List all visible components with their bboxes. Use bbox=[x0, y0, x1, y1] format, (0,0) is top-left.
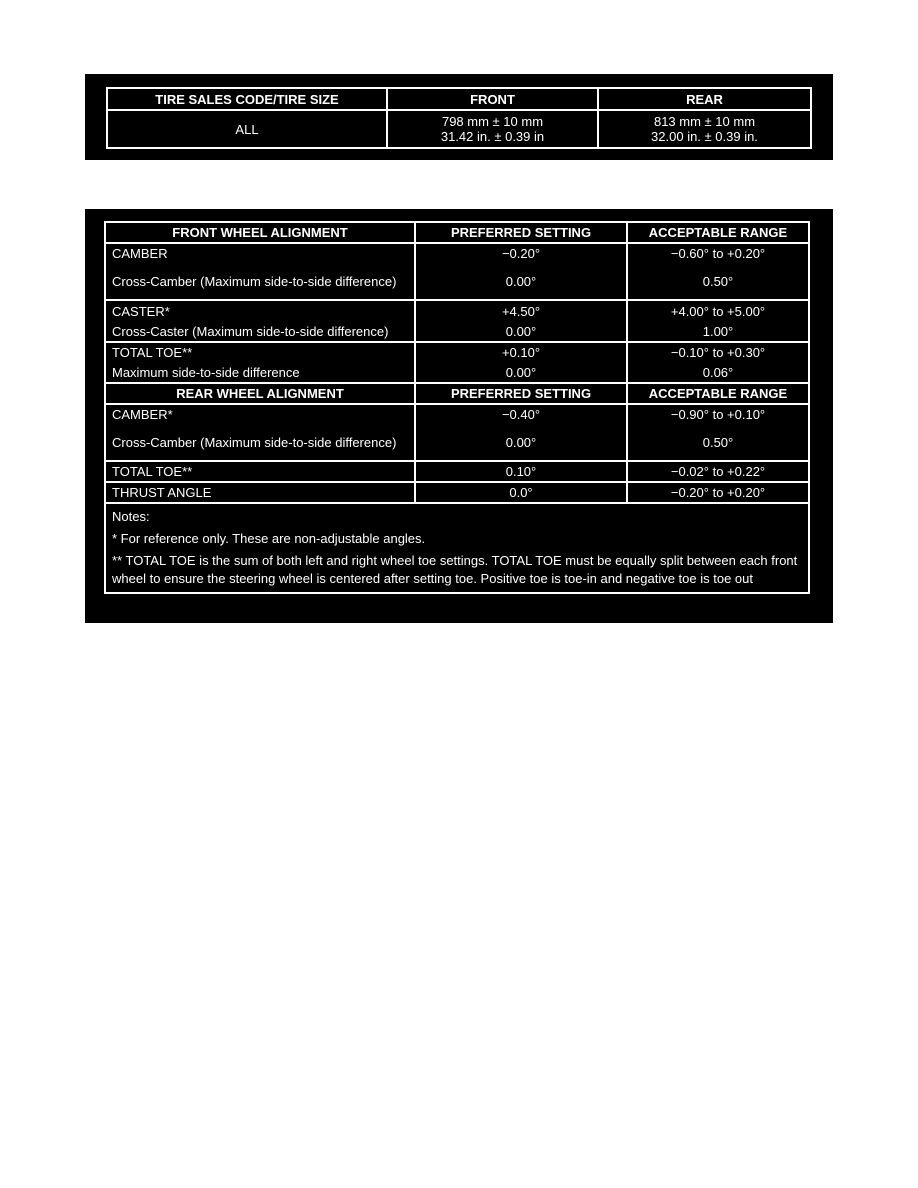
header-front-alignment: FRONT WHEEL ALIGNMENT bbox=[105, 222, 415, 243]
table-row bbox=[105, 482, 809, 503]
row-preferred: 0.00° bbox=[415, 321, 627, 342]
row-label: Cross-Camber (Maximum side-to-side difference) bbox=[105, 424, 415, 461]
row-range: 1.00° bbox=[627, 321, 809, 342]
row-range: 0.50° bbox=[627, 263, 809, 300]
row-range: −0.90° to +0.10° bbox=[627, 404, 809, 424]
row-label: Cross-Camber (Maximum side-to-side difference) bbox=[105, 263, 415, 300]
rear-header-row bbox=[105, 383, 809, 404]
notes-title: Notes: bbox=[112, 509, 150, 524]
table-row bbox=[105, 342, 809, 362]
alignment-table bbox=[104, 221, 810, 594]
row-label: TOTAL TOE** bbox=[105, 461, 415, 482]
row-range: −0.10° to +0.30° bbox=[627, 342, 809, 362]
front-size-in: 31.42 in. ± 0.39 in bbox=[440, 129, 545, 144]
rear-size-in: 32.00 in. ± 0.39 in. bbox=[651, 129, 758, 144]
table-row bbox=[105, 263, 809, 300]
header-preferred: PREFERRED SETTING bbox=[415, 383, 627, 404]
row-label: TOTAL TOE** bbox=[105, 342, 415, 362]
table-row bbox=[105, 424, 809, 461]
tire-size-panel bbox=[85, 74, 833, 160]
tire-code-cell: ALL bbox=[107, 110, 387, 148]
table-row bbox=[105, 362, 809, 383]
row-preferred: 0.00° bbox=[415, 424, 627, 461]
tire-size-table bbox=[106, 87, 812, 149]
front-size-mm: 798 mm ± 10 mm bbox=[441, 114, 544, 129]
rear-size-cell bbox=[598, 110, 811, 148]
header-tire-code: TIRE SALES CODE/TIRE SIZE bbox=[107, 88, 387, 110]
row-range: 0.06° bbox=[627, 362, 809, 383]
alignment-panel bbox=[85, 209, 833, 623]
table-row bbox=[105, 321, 809, 342]
row-label: CAMBER* bbox=[105, 404, 415, 424]
tire-size-row bbox=[107, 110, 811, 148]
table-row bbox=[105, 243, 809, 263]
tire-size-header-row bbox=[107, 88, 811, 110]
row-preferred: 0.00° bbox=[415, 362, 627, 383]
row-preferred: 0.10° bbox=[415, 461, 627, 482]
row-label: Cross-Caster (Maximum side-to-side difference) bbox=[105, 321, 415, 342]
notes-row bbox=[105, 503, 809, 593]
row-label: CASTER* bbox=[105, 300, 415, 321]
row-label: CAMBER bbox=[105, 243, 415, 263]
row-range: −0.02° to +0.22° bbox=[627, 461, 809, 482]
table-row bbox=[105, 461, 809, 482]
front-header-row bbox=[105, 222, 809, 243]
row-preferred: −0.20° bbox=[415, 243, 627, 263]
header-preferred: PREFERRED SETTING bbox=[415, 222, 627, 243]
row-preferred: −0.40° bbox=[415, 404, 627, 424]
row-range: −0.60° to +0.20° bbox=[627, 243, 809, 263]
header-range: ACCEPTABLE RANGE bbox=[627, 383, 809, 404]
row-label: Maximum side-to-side difference bbox=[105, 362, 415, 383]
table-row bbox=[105, 404, 809, 424]
row-range: 0.50° bbox=[627, 424, 809, 461]
header-rear: REAR bbox=[598, 88, 811, 110]
table-row bbox=[105, 300, 809, 321]
row-preferred: 0.0° bbox=[415, 482, 627, 503]
header-front: FRONT bbox=[387, 88, 598, 110]
header-rear-alignment: REAR WHEEL ALIGNMENT bbox=[105, 383, 415, 404]
row-range: −0.20° to +0.20° bbox=[627, 482, 809, 503]
notes-cell bbox=[105, 503, 809, 593]
rear-size-mm: 813 mm ± 10 mm bbox=[653, 114, 756, 129]
row-range: +4.00° to +5.00° bbox=[627, 300, 809, 321]
front-size-cell bbox=[387, 110, 598, 148]
header-range: ACCEPTABLE RANGE bbox=[627, 222, 809, 243]
row-preferred: +4.50° bbox=[415, 300, 627, 321]
note-2: ** TOTAL TOE is the sum of both left and right wheel toe settings. TOTAL TOE must be equally split between each front wheel to ensure the steering wheel is centered after setting toe. Positive toe is toe-in and negative toe is toe out bbox=[112, 553, 798, 586]
note-1: * For reference only. These are non-adjustable angles. bbox=[112, 531, 426, 546]
row-label: THRUST ANGLE bbox=[105, 482, 415, 503]
row-preferred: +0.10° bbox=[415, 342, 627, 362]
row-preferred: 0.00° bbox=[415, 263, 627, 300]
